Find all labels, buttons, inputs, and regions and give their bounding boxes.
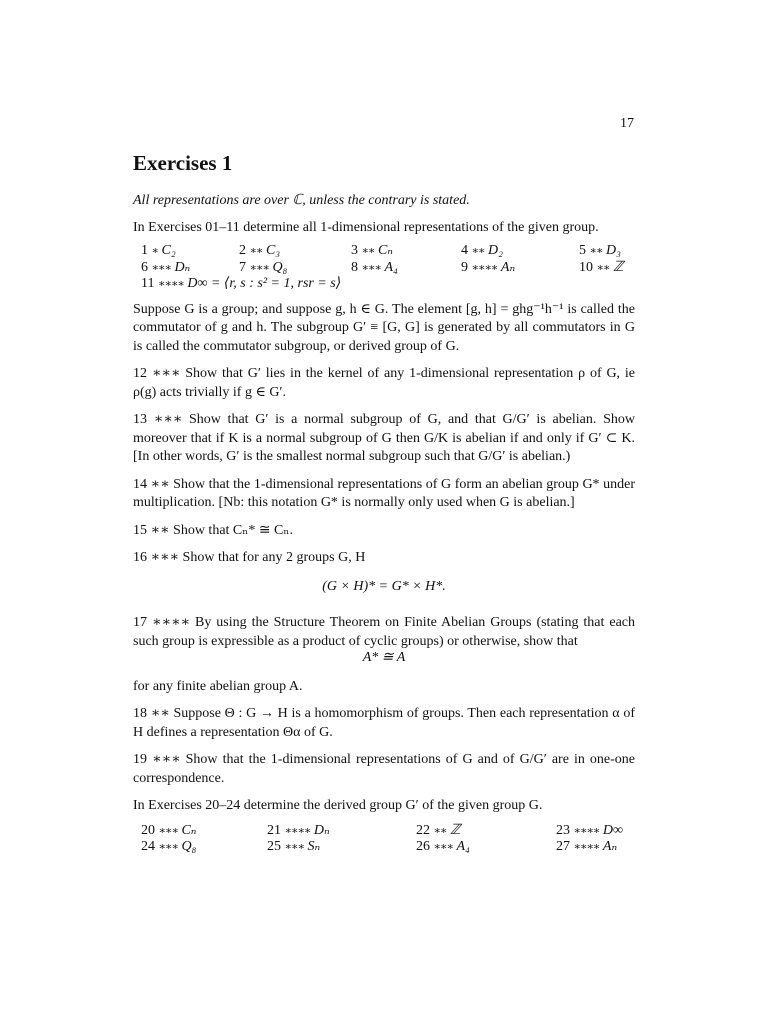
section-title: Exercises 1 [133,151,233,175]
exercise-17: 17 ∗∗∗∗ By using the Structure Theorem on Finite Abelian Groups (stating that each such group is expressible as a product of cyclic groups) or otherwise, show that [133,615,635,649]
exercise-17-tail: for any finite abelian group A. [133,678,303,694]
exercise-item: 4 ∗∗ D₂ [461,243,503,258]
exercise-list-2 [141,823,635,856]
exercise-item: 22 ∗∗ ℤ [416,822,461,838]
exercise-item: 23 ∗∗∗∗ D∞ [556,822,623,838]
exercise-item: 1 ∗ C₂ [141,243,176,258]
exercise-item: 27 ∗∗∗∗ Aₙ [556,839,618,854]
exercise-17-formula: A* ≅ A [362,650,406,665]
exercise-item: 25 ∗∗∗ Sₙ [267,839,321,854]
exercise-item: 5 ∗∗ D₃ [579,243,621,258]
exercise-item: 24 ∗∗∗ Q₈ [141,839,197,854]
exercise-item: 3 ∗∗ Cₙ [351,243,393,258]
commutator-definition: Suppose G is a group; and suppose g, h ∈ G. The element [g, h] = ghg⁻¹h⁻¹ is called the commutator of g and h. The subgroup G′ ≡ [G, G] is generated by all commutators in G is called the commutator subgroup, or derived group of G. [133,301,635,354]
exercise-13: 13 ∗∗∗ Show that G′ is a normal subgroup of G, and that G/G′ is abelian. Show moreover that if K is a normal subgroup of G then G/K is abelian if and only if G′ ⊂ K. [In other words, G′ is the smallest normal subgroup such that G/G′ is abelian.) [133,412,635,464]
exercise-list-1 [141,243,635,293]
exercise-15: 15 ∗∗ Show that Cₙ* ≅ Cₙ. [133,522,293,538]
lead-paragraph-2: In Exercises 20–24 determine the derived group G′ of the given group G. [133,798,543,813]
exercise-section [133,150,635,864]
exercise-18: 18 ∗∗ Suppose Θ : G → H is a homomorphism of groups. Then each representation α of H defines a representation Θα of G. [133,706,635,740]
exercise-item: 26 ∗∗∗ A₄ [416,839,470,854]
page-number: 17 [620,116,634,131]
intro-note: All representations are over ℂ, unless the contrary is stated. [133,193,470,208]
exercise-item: 2 ∗∗ C₃ [239,243,281,258]
exercise-item: 21 ∗∗∗∗ Dₙ [267,822,330,838]
exercise-19: 19 ∗∗∗ Show that the 1-dimensional representations of G and of G/G′ are in one-one correspondence. [133,752,635,786]
exercise-item: 11 ∗∗∗∗ D∞ = ⟨r, s : s² = 1, rsr = s⟩ [141,276,342,291]
exercise-14: 14 ∗∗ Show that the 1-dimensional representations of G form an abelian group G* under multiplication. [Nb: this notation G* is normally only used when G is abelian.] [133,476,635,510]
exercise-16: 16 ∗∗∗ Show that for any 2 groups G, H [133,550,366,565]
lead-paragraph-1: In Exercises 01–11 determine all 1-dimensional representations of the given group. [133,219,599,235]
exercise-item: 10 ∗∗ ℤ [579,259,624,275]
exercise-item: 9 ∗∗∗∗ Aₙ [461,259,516,275]
exercise-item: 8 ∗∗∗ A₄ [351,259,398,275]
exercise-16-formula: (G × H)* = G* × H*. [322,578,446,594]
exercise-item: 20 ∗∗∗ Cₙ [141,822,197,838]
exercise-12: 12 ∗∗∗ Show that G′ lies in the kernel of any 1-dimensional representation ρ of G, ie ρ(g) acts trivially if g ∈ G′. [133,366,635,400]
exercise-item: 6 ∗∗∗ Dₙ [141,259,191,275]
exercise-item: 7 ∗∗∗ Q₈ [239,259,288,275]
